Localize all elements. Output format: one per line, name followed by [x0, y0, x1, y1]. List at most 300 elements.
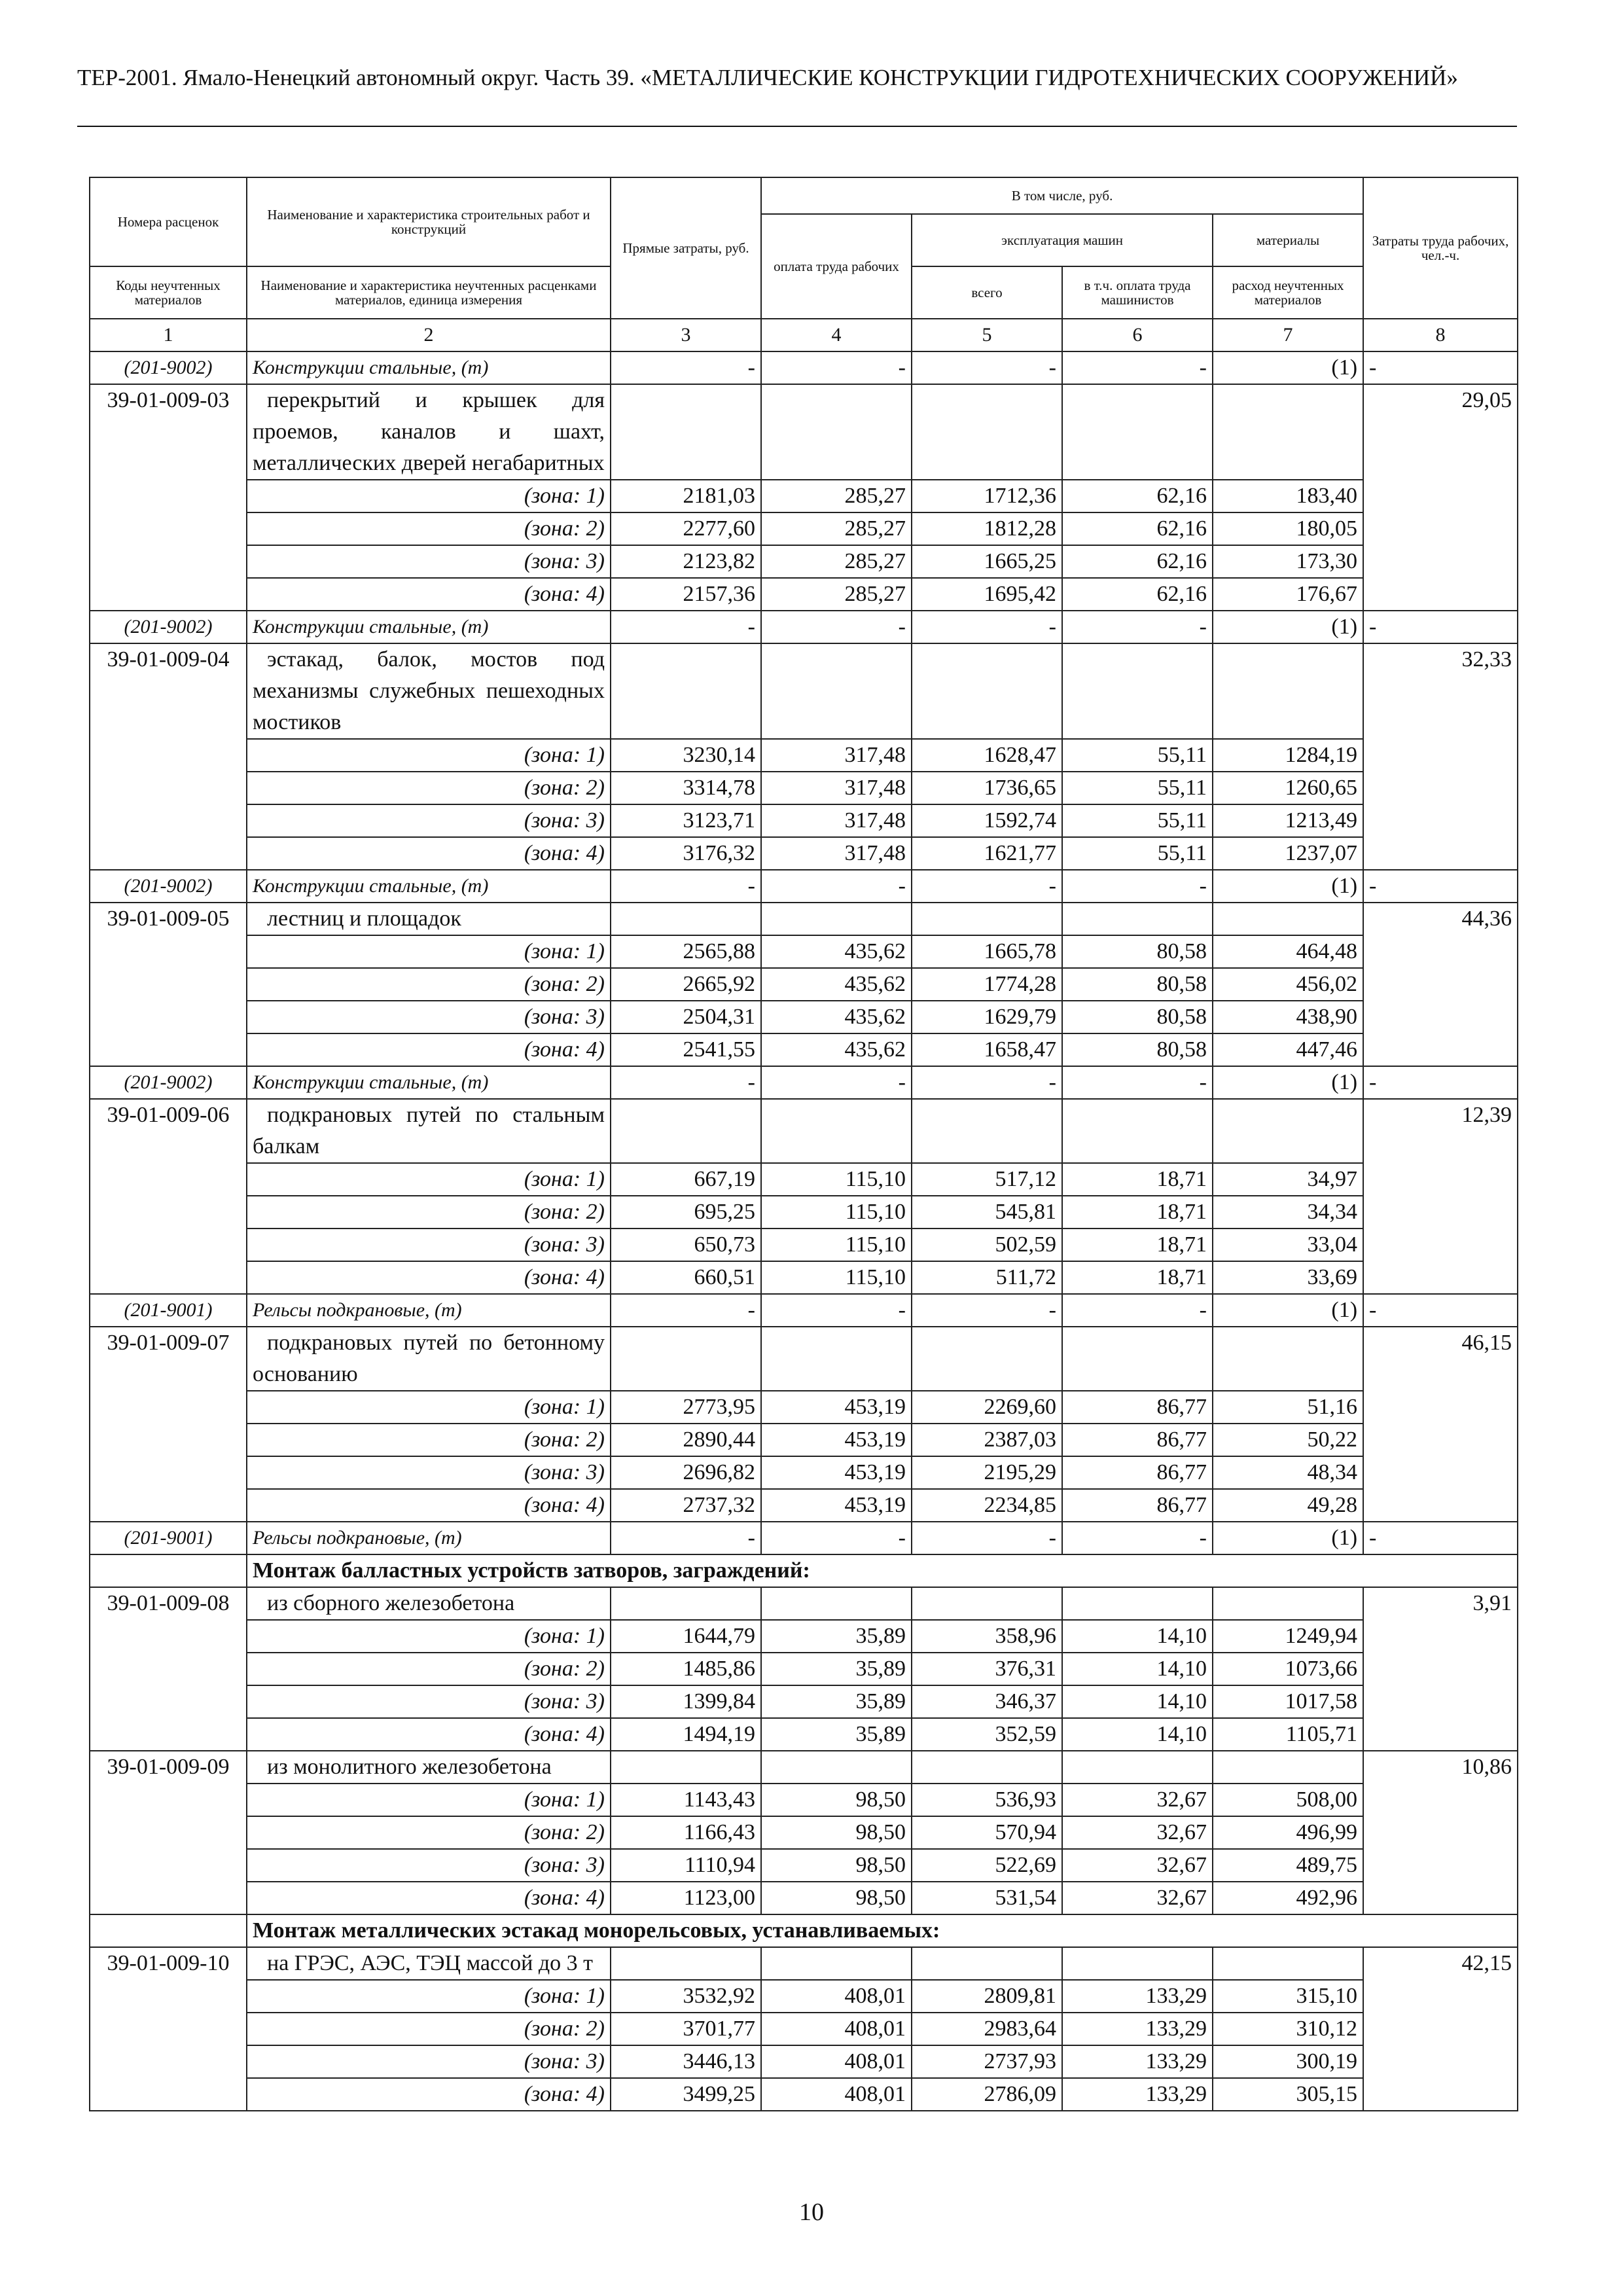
materials-value: 1249,94	[1213, 1620, 1363, 1653]
material-code: (201-9001)	[90, 1294, 247, 1327]
zone-row	[90, 578, 1518, 611]
machinists-pay-value: 133,29	[1062, 2045, 1213, 2078]
materials-value: 496,99	[1213, 1816, 1363, 1849]
empty-cell	[611, 1587, 761, 1620]
machines-total-value: 1812,28	[912, 512, 1062, 545]
machines-total-value: 2234,85	[912, 1489, 1062, 1522]
empty-cell	[611, 1327, 761, 1391]
machines-total-value: -	[912, 870, 1062, 903]
materials-value: 50,22	[1213, 1424, 1363, 1456]
direct-costs-value: 2541,55	[611, 1033, 761, 1066]
materials-value: 49,28	[1213, 1489, 1363, 1522]
zone-row	[90, 480, 1518, 512]
machines-total-value: 1629,79	[912, 1001, 1062, 1033]
zone-row	[90, 512, 1518, 545]
machines-total-value: 536,93	[912, 1784, 1062, 1816]
zone-label: (зона: 4)	[247, 837, 611, 870]
empty-cell	[912, 384, 1062, 480]
empty-cell	[1213, 384, 1363, 480]
workers-pay-value: 435,62	[761, 968, 912, 1001]
materials-value: 1017,58	[1213, 1685, 1363, 1718]
zone-row	[90, 1489, 1518, 1522]
direct-costs-value: 1123,00	[611, 1882, 761, 1914]
empty-cell	[912, 643, 1062, 739]
machinists-pay-value: 86,77	[1062, 1424, 1213, 1456]
machines-total-value: 511,72	[912, 1261, 1062, 1294]
materials-value: 310,12	[1213, 2013, 1363, 2045]
column-number: 3	[611, 319, 761, 351]
direct-costs-value: 2890,44	[611, 1424, 761, 1456]
workers-pay-value: 317,48	[761, 772, 912, 804]
document-header: ТЕР-2001. Ямало-Ненецкий автономный округ. Часть 39. «МЕТАЛЛИЧЕСКИЕ КОНСТРУКЦИИ ГИДРОТЕХНИЧЕСКИХ СООРУЖЕНИЙ»	[77, 65, 1458, 90]
labor-hours: 3,91	[1363, 1587, 1518, 1751]
direct-costs-value: 660,51	[611, 1261, 761, 1294]
zone-label: (зона: 2)	[247, 512, 611, 545]
zone-label: (зона: 2)	[247, 1196, 611, 1229]
machinists-pay-value: 18,71	[1062, 1163, 1213, 1196]
zone-row	[90, 1229, 1518, 1261]
direct-costs-value: 2696,82	[611, 1456, 761, 1489]
zone-row	[90, 2078, 1518, 2111]
header-cell-machines: эксплуатация машин	[912, 214, 1213, 266]
machinists-pay-value: 62,16	[1062, 545, 1213, 578]
workers-pay-value: 35,89	[761, 1718, 912, 1751]
direct-costs-value: -	[611, 1066, 761, 1099]
zone-row	[90, 1391, 1518, 1424]
empty-cell	[1213, 1099, 1363, 1163]
machines-total-value: 346,37	[912, 1685, 1062, 1718]
empty-cell	[1062, 1947, 1213, 1980]
labor-hours: -	[1363, 611, 1518, 643]
machinists-pay-value: 133,29	[1062, 2013, 1213, 2045]
rate-item-row	[90, 384, 1518, 480]
workers-pay-value: 98,50	[761, 1882, 912, 1914]
material-name: Рельсы подкрановые, (т)	[247, 1522, 611, 1554]
machines-total-value: 2786,09	[912, 2078, 1062, 2111]
direct-costs-value: 3176,32	[611, 837, 761, 870]
workers-pay-value: 98,50	[761, 1849, 912, 1882]
column-number-row	[90, 319, 1518, 351]
zone-label: (зона: 2)	[247, 772, 611, 804]
direct-costs-value: 2504,31	[611, 1001, 761, 1033]
machines-total-value: -	[912, 351, 1062, 384]
zone-row	[90, 968, 1518, 1001]
labor-hours: 29,05	[1363, 384, 1518, 611]
machines-total-value: 1695,42	[912, 578, 1062, 611]
labor-hours: 46,15	[1363, 1327, 1518, 1522]
rate-item-row	[90, 1099, 1518, 1163]
machinists-pay-value: 133,29	[1062, 2078, 1213, 2111]
machines-total-value: 1628,47	[912, 739, 1062, 772]
empty-cell	[761, 643, 912, 739]
direct-costs-value: 1494,19	[611, 1718, 761, 1751]
machines-total-value: 1665,78	[912, 935, 1062, 968]
machines-total-value: 531,54	[912, 1882, 1062, 1914]
direct-costs-value: 1399,84	[611, 1685, 761, 1718]
zone-label: (зона: 4)	[247, 1033, 611, 1066]
section-header-row	[90, 1914, 1518, 1947]
machines-total-value: 1774,28	[912, 968, 1062, 1001]
zone-label: (зона: 3)	[247, 1229, 611, 1261]
machines-total-value: 376,31	[912, 1653, 1062, 1685]
machines-total-value: -	[912, 611, 1062, 643]
materials-value: 447,46	[1213, 1033, 1363, 1066]
zone-row	[90, 2013, 1518, 2045]
materials-value: 464,48	[1213, 935, 1363, 968]
material-code: (201-9001)	[90, 1522, 247, 1554]
machinists-pay-value: 32,67	[1062, 1784, 1213, 1816]
machines-total-value: 545,81	[912, 1196, 1062, 1229]
rate-item-row	[90, 1327, 1518, 1391]
empty-cell	[761, 1587, 912, 1620]
machines-total-value: 358,96	[912, 1620, 1062, 1653]
zone-label: (зона: 2)	[247, 968, 611, 1001]
zone-label: (зона: 3)	[247, 1001, 611, 1033]
material-quantity: (1)	[1213, 351, 1363, 384]
machines-total-value: 1712,36	[912, 480, 1062, 512]
materials-value: 180,05	[1213, 512, 1363, 545]
machinists-pay-value: 55,11	[1062, 804, 1213, 837]
machines-total-value: 352,59	[912, 1718, 1062, 1751]
zone-label: (зона: 4)	[247, 1718, 611, 1751]
labor-hours: -	[1363, 1294, 1518, 1327]
zone-row	[90, 1620, 1518, 1653]
work-description-text: подкрановых путей по бетонному основанию	[253, 1331, 605, 1386]
header-cell-machinists-pay: в т.ч. оплата труда машинистов	[1062, 266, 1213, 319]
material-row	[90, 1066, 1518, 1099]
material-quantity: (1)	[1213, 1294, 1363, 1327]
materials-value: 508,00	[1213, 1784, 1363, 1816]
machinists-pay-value: 14,10	[1062, 1685, 1213, 1718]
materials-value: 183,40	[1213, 480, 1363, 512]
direct-costs-value: 2157,36	[611, 578, 761, 611]
workers-pay-value: 317,48	[761, 804, 912, 837]
rate-item-row	[90, 643, 1518, 739]
workers-pay-value: -	[761, 1066, 912, 1099]
empty-cell	[611, 903, 761, 935]
material-row	[90, 1294, 1518, 1327]
machinists-pay-value: 32,67	[1062, 1882, 1213, 1914]
labor-hours: -	[1363, 870, 1518, 903]
empty-cell	[611, 1099, 761, 1163]
empty-cell	[761, 1751, 912, 1784]
work-description	[247, 1099, 611, 1163]
machinists-pay-value: -	[1062, 1294, 1213, 1327]
workers-pay-value: 408,01	[761, 2013, 912, 2045]
material-row	[90, 611, 1518, 643]
materials-value: 1073,66	[1213, 1653, 1363, 1685]
workers-pay-value: 115,10	[761, 1229, 912, 1261]
machines-total-value: 1658,47	[912, 1033, 1062, 1066]
machinists-pay-value: 80,58	[1062, 935, 1213, 968]
zone-row	[90, 739, 1518, 772]
empty-cell	[1213, 643, 1363, 739]
machinists-pay-value: -	[1062, 611, 1213, 643]
materials-value: 173,30	[1213, 545, 1363, 578]
zone-row	[90, 1653, 1518, 1685]
workers-pay-value: 435,62	[761, 1001, 912, 1033]
labor-hours: 32,33	[1363, 643, 1518, 870]
header-cell-col1-bottom: Коды неучтенных материалов	[90, 266, 247, 319]
zone-row	[90, 1033, 1518, 1066]
work-description-text: из монолитного железобетона	[267, 1755, 552, 1779]
work-description	[247, 384, 611, 480]
empty-cell	[912, 1751, 1062, 1784]
zone-row	[90, 1685, 1518, 1718]
machines-total-value: 522,69	[912, 1849, 1062, 1882]
zone-row	[90, 2045, 1518, 2078]
header-cell-col1-top: Номера расценок	[90, 177, 247, 266]
zone-label: (зона: 1)	[247, 480, 611, 512]
machinists-pay-value: 18,71	[1062, 1229, 1213, 1261]
zone-label: (зона: 2)	[247, 2013, 611, 2045]
header-cell-unaccounted-materials: расход неучтенных материалов	[1213, 266, 1363, 319]
empty-cell	[912, 903, 1062, 935]
rate-code: 39-01-009-07	[90, 1327, 247, 1522]
empty-cell	[761, 1947, 912, 1980]
direct-costs-value: 2277,60	[611, 512, 761, 545]
direct-costs-value: 2123,82	[611, 545, 761, 578]
labor-hours: -	[1363, 351, 1518, 384]
work-description	[247, 1587, 611, 1620]
material-code: (201-9002)	[90, 351, 247, 384]
empty-cell	[761, 384, 912, 480]
empty-cell	[761, 1327, 912, 1391]
work-description	[247, 903, 611, 935]
material-code: (201-9002)	[90, 1066, 247, 1099]
empty-cell	[90, 1554, 247, 1587]
header-cell-workers-pay: оплата труда рабочих	[761, 214, 912, 319]
zone-row	[90, 772, 1518, 804]
page-number: 10	[799, 2198, 824, 2226]
machinists-pay-value: 86,77	[1062, 1456, 1213, 1489]
column-number: 6	[1062, 319, 1213, 351]
direct-costs-value: -	[611, 870, 761, 903]
machines-total-value: 2195,29	[912, 1456, 1062, 1489]
header-cell-materials: материалы	[1213, 214, 1363, 266]
column-number: 2	[247, 319, 611, 351]
table-header	[90, 177, 1518, 351]
empty-cell	[1062, 903, 1213, 935]
work-description-text: лестниц и площадок	[267, 906, 461, 931]
machinists-pay-value: 55,11	[1062, 772, 1213, 804]
zone-row	[90, 1456, 1518, 1489]
direct-costs-value: 695,25	[611, 1196, 761, 1229]
section-header-row	[90, 1554, 1518, 1587]
zone-label: (зона: 4)	[247, 578, 611, 611]
table-body	[90, 351, 1518, 2111]
machinists-pay-value: 55,11	[1062, 739, 1213, 772]
machinists-pay-value: 18,71	[1062, 1196, 1213, 1229]
materials-value: 1284,19	[1213, 739, 1363, 772]
direct-costs-value: 2565,88	[611, 935, 761, 968]
workers-pay-value: -	[761, 870, 912, 903]
empty-cell	[912, 1587, 1062, 1620]
materials-value: 489,75	[1213, 1849, 1363, 1882]
material-name: Конструкции стальные, (т)	[247, 1066, 611, 1099]
rates-table	[89, 177, 1518, 2111]
header-cell-labor-costs: Затраты труда рабочих, чел.-ч.	[1363, 177, 1518, 319]
empty-cell	[1062, 1587, 1213, 1620]
materials-value: 438,90	[1213, 1001, 1363, 1033]
zone-row	[90, 1001, 1518, 1033]
direct-costs-value: 3446,13	[611, 2045, 761, 2078]
materials-value: 492,96	[1213, 1882, 1363, 1914]
labor-hours: 12,39	[1363, 1099, 1518, 1294]
workers-pay-value: 408,01	[761, 2078, 912, 2111]
zone-label: (зона: 4)	[247, 1489, 611, 1522]
section-title: Монтаж балластных устройств затворов, заграждений:	[247, 1554, 1518, 1587]
direct-costs-value: 3701,77	[611, 2013, 761, 2045]
zone-row	[90, 1424, 1518, 1456]
empty-cell	[1062, 1327, 1213, 1391]
zone-label: (зона: 4)	[247, 1261, 611, 1294]
machinists-pay-value: -	[1062, 351, 1213, 384]
empty-cell	[1213, 1327, 1363, 1391]
zone-row	[90, 1882, 1518, 1914]
material-quantity: (1)	[1213, 1522, 1363, 1554]
labor-hours: -	[1363, 1522, 1518, 1554]
work-description-text: подкрановых путей по стальным балкам	[253, 1103, 605, 1158]
work-description-text: эстакад, балок, мостов под механизмы служебных пешеходных мостиков	[253, 647, 605, 734]
zone-label: (зона: 1)	[247, 1784, 611, 1816]
empty-cell	[1062, 643, 1213, 739]
machinists-pay-value: 14,10	[1062, 1653, 1213, 1685]
zone-label: (зона: 4)	[247, 1882, 611, 1914]
machines-total-value: 517,12	[912, 1163, 1062, 1196]
empty-cell	[761, 1099, 912, 1163]
zone-row	[90, 837, 1518, 870]
direct-costs-value: 1143,43	[611, 1784, 761, 1816]
column-number: 8	[1363, 319, 1518, 351]
rate-code: 39-01-009-03	[90, 384, 247, 611]
direct-costs-value: 3499,25	[611, 2078, 761, 2111]
machinists-pay-value: 80,58	[1062, 1001, 1213, 1033]
zone-row	[90, 545, 1518, 578]
materials-value: 176,67	[1213, 578, 1363, 611]
machinists-pay-value: -	[1062, 870, 1213, 903]
direct-costs-value: -	[611, 611, 761, 643]
zone-label: (зона: 1)	[247, 1980, 611, 2013]
material-quantity: (1)	[1213, 870, 1363, 903]
material-row	[90, 351, 1518, 384]
machinists-pay-value: 86,77	[1062, 1489, 1213, 1522]
workers-pay-value: 35,89	[761, 1620, 912, 1653]
rate-code: 39-01-009-05	[90, 903, 247, 1066]
zone-row	[90, 1718, 1518, 1751]
materials-value: 305,15	[1213, 2078, 1363, 2111]
material-code: (201-9002)	[90, 870, 247, 903]
machinists-pay-value: 14,10	[1062, 1718, 1213, 1751]
machines-total-value: 2269,60	[912, 1391, 1062, 1424]
machinists-pay-value: 32,67	[1062, 1849, 1213, 1882]
workers-pay-value: 115,10	[761, 1163, 912, 1196]
work-description	[247, 1947, 611, 1980]
materials-value: 456,02	[1213, 968, 1363, 1001]
zone-row	[90, 1849, 1518, 1882]
work-description-text: на ГРЭС, АЭС, ТЭЦ массой до 3 т	[267, 1951, 593, 1975]
workers-pay-value: 115,10	[761, 1261, 912, 1294]
workers-pay-value: 317,48	[761, 837, 912, 870]
material-code: (201-9002)	[90, 611, 247, 643]
empty-cell	[90, 1914, 247, 1947]
section-title: Монтаж металлических эстакад монорельсовых, устанавливаемых:	[247, 1914, 1518, 1947]
materials-value: 34,34	[1213, 1196, 1363, 1229]
workers-pay-value: 453,19	[761, 1456, 912, 1489]
workers-pay-value: 285,27	[761, 480, 912, 512]
zone-label: (зона: 3)	[247, 804, 611, 837]
header-cell-col2-top: Наименование и характеристика строительных работ и конструкций	[247, 177, 611, 266]
materials-value: 300,19	[1213, 2045, 1363, 2078]
workers-pay-value: 435,62	[761, 935, 912, 968]
rate-code: 39-01-009-10	[90, 1947, 247, 2111]
machines-total-value: 2809,81	[912, 1980, 1062, 2013]
materials-value: 48,34	[1213, 1456, 1363, 1489]
materials-value: 33,69	[1213, 1261, 1363, 1294]
direct-costs-value: -	[611, 351, 761, 384]
zone-label: (зона: 1)	[247, 1163, 611, 1196]
workers-pay-value: 285,27	[761, 578, 912, 611]
header-cell-col2-bottom: Наименование и характеристика неучтенных расценками материалов, единица измерения	[247, 266, 611, 319]
column-number: 1	[90, 319, 247, 351]
zone-row	[90, 1980, 1518, 2013]
direct-costs-value: -	[611, 1522, 761, 1554]
material-row	[90, 1522, 1518, 1554]
direct-costs-value: 1110,94	[611, 1849, 761, 1882]
zone-label: (зона: 1)	[247, 1391, 611, 1424]
machines-total-value: 1621,77	[912, 837, 1062, 870]
empty-cell	[611, 1947, 761, 1980]
workers-pay-value: 408,01	[761, 1980, 912, 2013]
column-number: 4	[761, 319, 912, 351]
direct-costs-value: 3230,14	[611, 739, 761, 772]
empty-cell	[912, 1327, 1062, 1391]
empty-cell	[761, 903, 912, 935]
empty-cell	[1062, 1099, 1213, 1163]
machinists-pay-value: 80,58	[1062, 1033, 1213, 1066]
zone-row	[90, 1261, 1518, 1294]
material-name: Рельсы подкрановые, (т)	[247, 1294, 611, 1327]
direct-costs-value: 1166,43	[611, 1816, 761, 1849]
zone-label: (зона: 2)	[247, 1653, 611, 1685]
machinists-pay-value: 32,67	[1062, 1816, 1213, 1849]
work-description	[247, 643, 611, 739]
direct-costs-value: 2737,32	[611, 1489, 761, 1522]
material-name: Конструкции стальные, (т)	[247, 351, 611, 384]
direct-costs-value: 2773,95	[611, 1391, 761, 1424]
machines-total-value: 2737,93	[912, 2045, 1062, 2078]
machines-total-value: 502,59	[912, 1229, 1062, 1261]
rate-code: 39-01-009-08	[90, 1587, 247, 1751]
materials-value: 33,04	[1213, 1229, 1363, 1261]
workers-pay-value: 285,27	[761, 512, 912, 545]
workers-pay-value: 453,19	[761, 1391, 912, 1424]
zone-label: (зона: 3)	[247, 2045, 611, 2078]
direct-costs-value: 1485,86	[611, 1653, 761, 1685]
machinists-pay-value: 55,11	[1062, 837, 1213, 870]
workers-pay-value: -	[761, 611, 912, 643]
rate-item-row	[90, 1947, 1518, 1980]
materials-value: 1105,71	[1213, 1718, 1363, 1751]
empty-cell	[1062, 1751, 1213, 1784]
empty-cell	[1213, 903, 1363, 935]
machines-total-value: 570,94	[912, 1816, 1062, 1849]
direct-costs-value: 650,73	[611, 1229, 761, 1261]
machinists-pay-value: 14,10	[1062, 1620, 1213, 1653]
header-cell-direct-costs: Прямые затраты, руб.	[611, 177, 761, 319]
direct-costs-value: -	[611, 1294, 761, 1327]
materials-value: 1213,49	[1213, 804, 1363, 837]
